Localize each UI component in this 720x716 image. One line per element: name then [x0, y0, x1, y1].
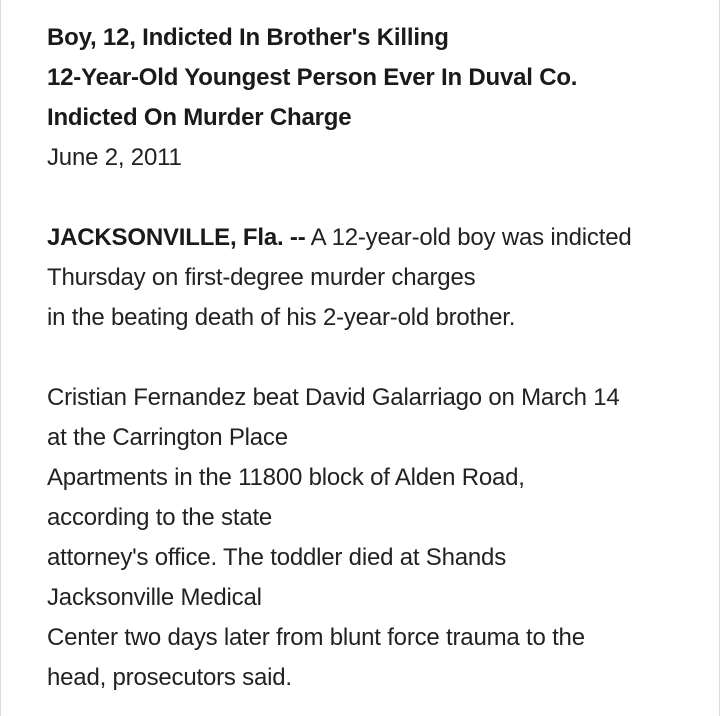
- paragraph-spacer: [47, 338, 687, 378]
- paragraph-2-line-7: Center two days later from blunt force trauma to the: [47, 624, 585, 651]
- paragraph-2-line-1: Cristian Fernandez beat David Galarriago on March 14: [47, 384, 620, 411]
- article-date: June 2, 2011: [47, 144, 182, 171]
- paragraph-2-line-3: Apartments in the 11800 block of Alden Road,: [47, 464, 525, 491]
- article-body: [47, 18, 687, 698]
- paragraph-1-line-2: Thursday on first-degree murder charges: [47, 264, 476, 291]
- paragraph-2-line-4: according to the state: [47, 504, 273, 531]
- paragraph-2-line-8: head, prosecutors said.: [47, 664, 292, 691]
- paragraph-1-lead: A 12-year-old boy was indicted: [305, 224, 632, 251]
- paragraph-2-line-2: at the Carrington Place: [47, 424, 288, 451]
- paragraph-2-line-6: Jacksonville Medical: [47, 584, 262, 611]
- dateline: JACKSONVILLE, Fla. --: [47, 224, 306, 251]
- paragraph-1-line-1: [47, 218, 687, 258]
- headline-line-3: Indicted On Murder Charge: [47, 104, 352, 131]
- headline-line-2: 12-Year-Old Youngest Person Ever In Duval Co.: [47, 64, 578, 91]
- paragraph-spacer: [47, 178, 687, 218]
- paragraph-1-line-3: in the beating death of his 2-year-old brother.: [47, 304, 516, 331]
- paragraph-2-line-5: attorney's office. The toddler died at Shands: [47, 544, 507, 571]
- headline-line-1: Boy, 12, Indicted In Brother's Killing: [47, 24, 449, 51]
